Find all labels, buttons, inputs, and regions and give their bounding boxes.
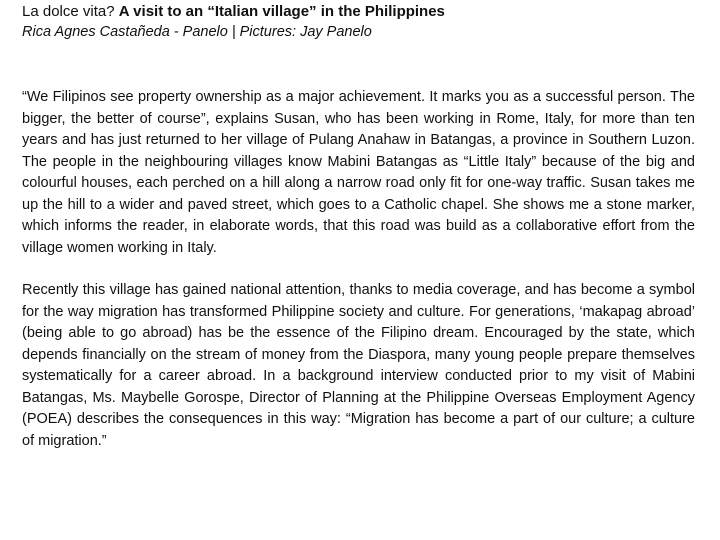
paragraph-2: Recently this village has gained national attention, thanks to media coverage, and has become a symbol for the way migration has transformed Philippine society and culture. For generations, ‘makapag abroad’ (being able to go abroad) has be the essence of the Filipino dream. Encouraged by the state, which depends financially on the stream of money from the Diaspora, many young people prepare themselves systematically for a career abroad. In a background interview conducted prior to my visit of Mabini Batangas, Ms. Maybelle Gorospe, Director of Planning at the Philippine Overseas Employment Agency (POEA) describes the consequences in this way: “Migration has become a part of our culture; a culture of migration.” <box>22 282 695 449</box>
article-title <box>22 2 695 22</box>
article-byline: Rica Agnes Castañeda - Panelo | Pictures: Jay Panelo <box>22 24 372 40</box>
paragraph-1: “We Filipinos see property ownership as a major achievement. It marks you as a successful person. The bigger, the better of course”, explains Susan, who has been working in Rome, Italy, for more than ten years and has just returned to her village of Pulang Anahaw in Batangas, a province in Southern Luzon. The people in the neighbouring villages know Mabini Batangas as “Little Italy” because of the big and colourful houses, each perched on a hill along a narrow road only fit for one-way traffic. Susan takes me up the hill to a wider and paved street, which goes to a Catholic chapel. She shows me a stone marker, which informs the reader, in elaborate words, that this road was build as a collaborative effort from the village women working in Italy. <box>22 89 695 256</box>
title-lead: La dolce vita? <box>22 3 119 20</box>
document-page <box>22 0 695 452</box>
title-main: A visit to an “Italian village” in the Philippines <box>118 3 445 20</box>
